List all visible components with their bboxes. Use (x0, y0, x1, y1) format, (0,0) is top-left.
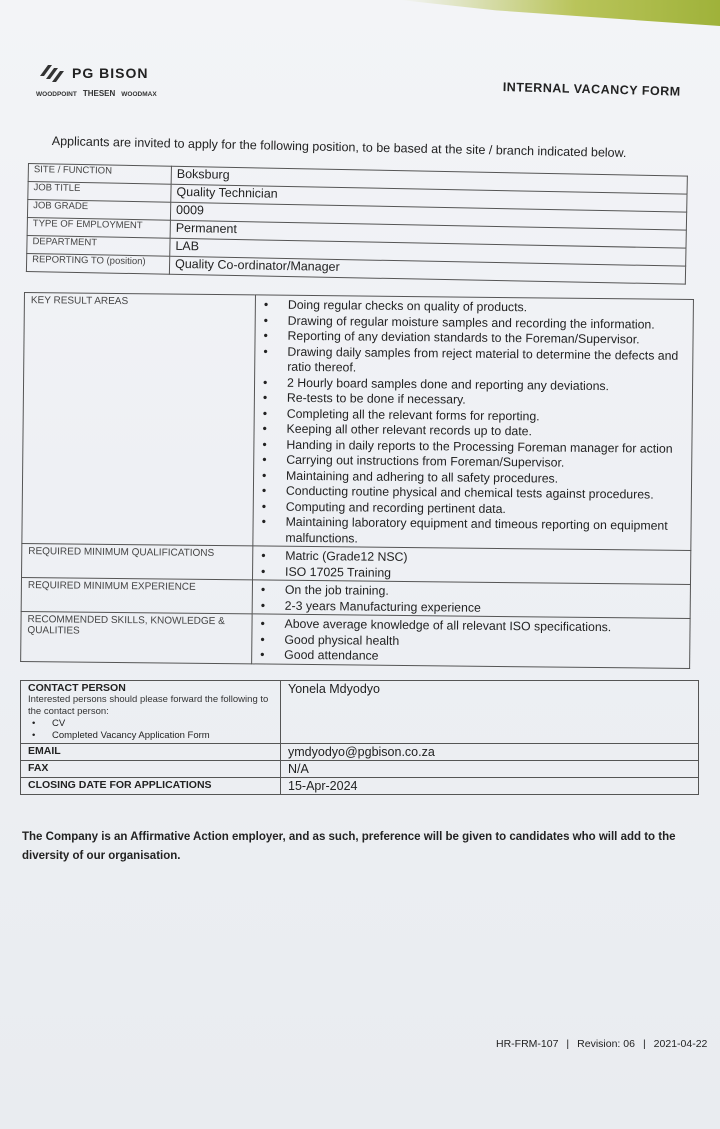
email-label: EMAIL (21, 744, 281, 761)
sub-brand-3: WOODMAX (121, 91, 157, 98)
row-label: DEPARTMENT (27, 235, 170, 256)
list-item: • Computing and recording pertinent data. (262, 499, 683, 519)
corner-band (400, 0, 720, 26)
list-item: • 2-3 years Manufacturing experience (261, 598, 682, 618)
position-details-table (26, 163, 688, 285)
key-result-areas-list (253, 295, 694, 551)
revision: Revision: 06 (577, 1038, 635, 1050)
pg-bison-logo-icon (38, 62, 68, 84)
footer-separator: | (642, 1038, 646, 1050)
list-item: • Drawing of regular moisture samples and recording the information. (264, 313, 685, 333)
row-value: 0009 (170, 202, 686, 230)
sub-brand-1: WOODPOINT (36, 91, 77, 98)
company-logo (36, 62, 196, 110)
contact-person-name: Yonela Mdyodyo (281, 681, 699, 744)
skills-list (252, 614, 690, 668)
list-item: • Maintaining and adhering to all safety procedures. (262, 468, 683, 488)
row-label: REPORTING TO (position) (26, 253, 169, 274)
list-item: • Handing in daily reports to the Processing Foreman manager for action (262, 437, 683, 457)
email-value: ymdyodyo@pgbison.co.za (281, 744, 699, 761)
intro-text: Applicants are invited to apply for the following position, to be based at the site / branch indicated below. (51, 134, 627, 161)
skills-label: RECOMMENDED SKILLS, KNOWLEDGE & QUALITIES (21, 611, 253, 663)
fax-label: FAX (21, 761, 281, 778)
document-footer (496, 1038, 707, 1050)
row-value: Permanent (170, 220, 686, 248)
qualifications-list (252, 546, 690, 585)
footer-date: 2021-04-22 (653, 1038, 708, 1050)
fax-value: N/A (281, 761, 699, 778)
list-item: • Matric (Grade12 NSC) (261, 548, 682, 568)
table-row (21, 611, 690, 668)
key-result-areas-label: KEY RESULT AREAS (22, 293, 256, 546)
row-value: Boksburg (171, 166, 687, 194)
row-label: SITE / FUNCTION (28, 164, 171, 185)
list-item: • Doing regular checks on quality of products. (264, 298, 685, 318)
list-item: • Keeping all other relevant records up to date. (262, 422, 683, 442)
sub-brands (36, 89, 196, 98)
row-label: JOB TITLE (28, 182, 171, 203)
row-value: Quality Co-ordinator/Manager (169, 256, 685, 284)
experience-list (252, 580, 690, 619)
contact-person-label: CONTACT PERSON (28, 682, 126, 694)
affirmative-action-statement: The Company is an Affirmative Action employer, and as such, preference will be given to candidates who will add to the diversity of our organisation. (22, 831, 676, 862)
requirements-table (20, 292, 694, 668)
list-item: • Good attendance (260, 647, 681, 667)
row-label: JOB GRADE (27, 200, 170, 221)
list-item: • Reporting of any deviation standards to the Foreman/Supervisor. (263, 329, 684, 349)
list-item: • Re-tests to be done if necessary. (263, 391, 684, 411)
list-item: • Conducting routine physical and chemical tests against procedures. (262, 484, 683, 504)
row-value: Quality Technician (171, 184, 687, 212)
list-item: • 2 Hourly board samples done and reporting any deviations. (263, 375, 684, 395)
list-item: • CV (28, 718, 273, 730)
sub-brand-2: THESEN (82, 89, 116, 98)
footer-separator: | (566, 1038, 570, 1050)
table-row (21, 761, 699, 778)
row-label: TYPE OF EMPLOYMENT (27, 217, 170, 238)
experience-label: REQUIRED MINIMUM EXPERIENCE (21, 577, 252, 613)
list-item: • Maintaining laboratory equipment and timeous reporting on equipment malfunctions. (261, 515, 682, 550)
list-item: • On the job training. (261, 582, 682, 602)
form-title: INTERNAL VACANCY FORM (502, 80, 681, 99)
brand-name: PG BISON (72, 65, 149, 81)
list-item: • Completed Vacancy Application Form (28, 730, 273, 742)
closing-date-value: 15-Apr-2024 (281, 778, 699, 795)
contact-note: Interested persons should please forward the following to the contact person: (28, 694, 269, 717)
table-row (21, 681, 699, 744)
table-row (21, 778, 699, 795)
row-value: LAB (170, 238, 686, 266)
contact-person-cell (21, 681, 281, 744)
list-item: • Completing all the relevant forms for reporting. (263, 406, 684, 426)
list-item: • ISO 17025 Training (261, 564, 682, 584)
list-item: • Good physical health (260, 632, 681, 652)
closing-date-label: CLOSING DATE FOR APPLICATIONS (21, 778, 281, 795)
table-row (21, 744, 699, 761)
list-item: • Above average knowledge of all relevant ISO specifications. (260, 616, 681, 636)
qualifications-label: REQUIRED MINIMUM QUALIFICATIONS (22, 543, 253, 579)
form-code: HR-FRM-107 (496, 1038, 559, 1050)
contact-table (20, 680, 699, 795)
table-row (22, 293, 694, 551)
list-item: • Carrying out instructions from Foreman/Supervisor. (262, 453, 683, 473)
list-item: • Drawing daily samples from reject material to determine the defects and ratio thereof. (263, 344, 684, 379)
